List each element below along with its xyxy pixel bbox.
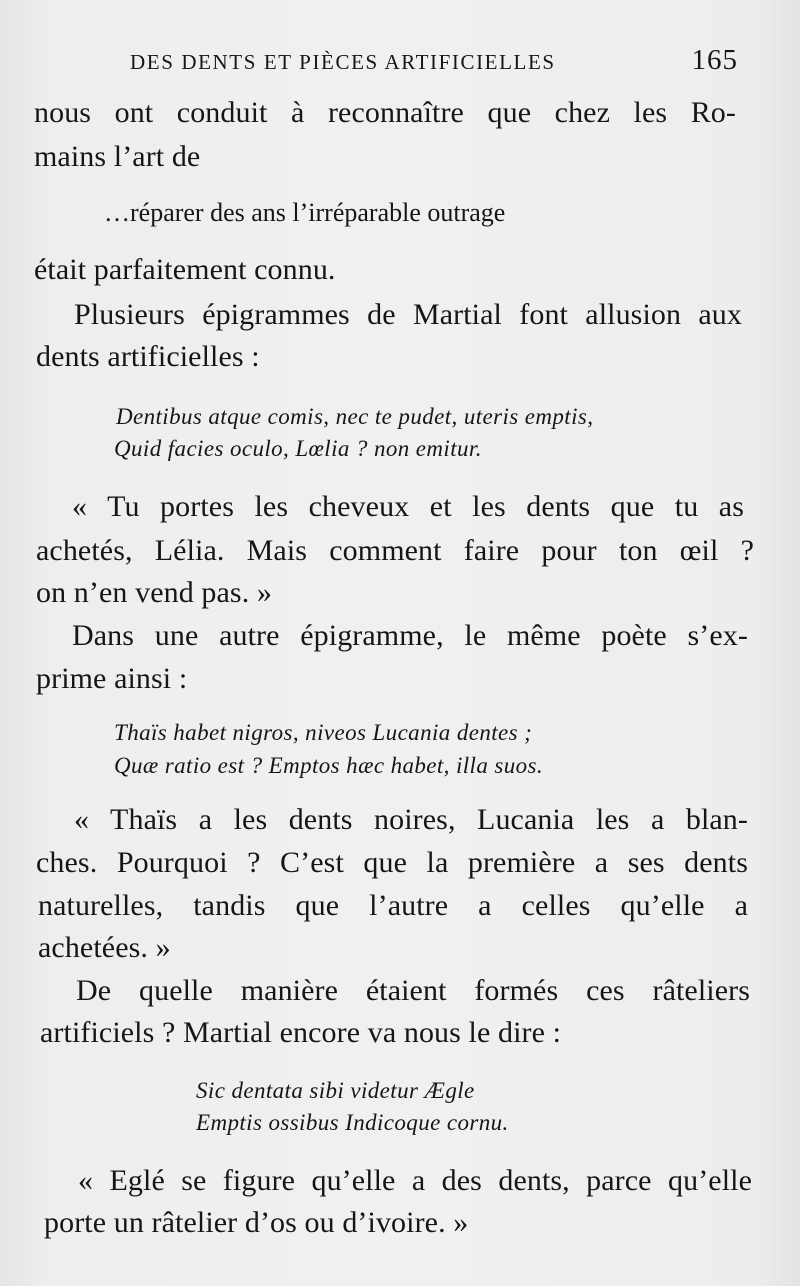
latin-verse-line: Dentibus atque comis, nec te pudet, uteris emptis,: [116, 404, 594, 429]
body-line: porte un râtelier d’os ou d’ivoire. »: [44, 1206, 469, 1239]
latin-verse-line: Quid facies oculo, Lœlia ? non emitur.: [114, 436, 482, 461]
running-title: DES DENTS ET PIÈCES ARTIFICIELLES: [130, 50, 556, 74]
body-line: « Eglé se figure qu’elle a des dents, parce qu’elle: [78, 1164, 752, 1197]
page-number: 165: [691, 44, 738, 76]
body-line: « Thaïs a les dents noires, Lucania les a blan-: [74, 803, 748, 836]
body-line: était parfaitement connu.: [34, 253, 336, 286]
latin-verse-line: Sic dentata sibi videtur Ægle: [196, 1078, 475, 1103]
latin-verse-line: Quæ ratio est ? Emptos hæc habet, illa suos.: [114, 753, 544, 778]
body-line: dents artificielles :: [36, 340, 260, 373]
body-line: on n’en vend pas. »: [36, 576, 273, 609]
body-line: nous ont conduit à reconnaître que chez les Ro-: [34, 96, 736, 129]
body-line: prime ainsi :: [36, 662, 188, 695]
body-line: naturelles, tandis que l’autre a celles qu’elle a: [38, 889, 748, 922]
page-header: [0, 44, 800, 80]
body-line: artificiels ? Martial encore va nous le dire :: [40, 1016, 562, 1049]
quotation-line: …réparer des ans l’irréparable outrage: [104, 198, 506, 227]
body-line: mains l’art de: [34, 140, 201, 173]
body-line: achetés, Lélia. Mais comment faire pour ton œil ?: [36, 534, 754, 567]
body-line: Dans une autre épigramme, le même poète s’ex-: [72, 619, 748, 652]
latin-verse-line: Thaïs habet nigros, niveos Lucania dentes ;: [114, 720, 533, 745]
body-line: achetées. »: [38, 931, 171, 964]
latin-verse-line: Emptis ossibus Indicoque cornu.: [196, 1110, 509, 1135]
body-line: « Tu portes les cheveux et les dents que tu as: [72, 490, 744, 523]
body-line: ches. Pourquoi ? C’est que la première a ses dents: [36, 846, 748, 879]
body-line: Plusieurs épigrammes de Martial font allusion aux: [74, 298, 742, 331]
body-line: De quelle manière étaient formés ces râteliers: [76, 974, 750, 1007]
